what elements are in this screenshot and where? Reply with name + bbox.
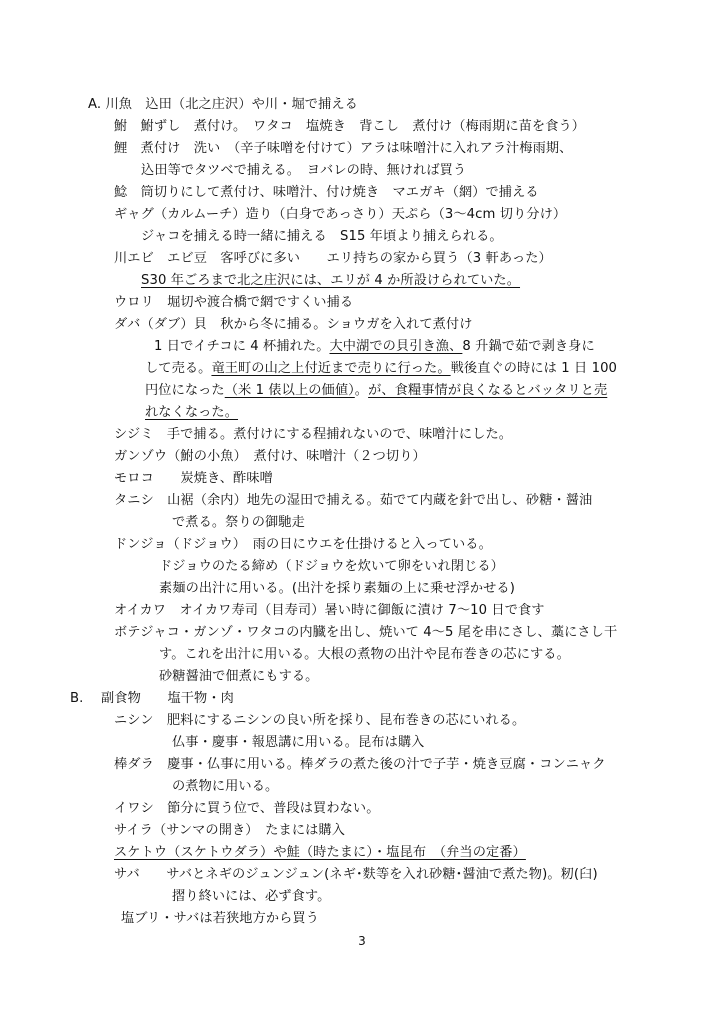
underlined-line: S30 年ごろまで北之庄沢には、エリが 4 か所設けられていた。 bbox=[141, 273, 521, 288]
text-line: タニシ 山裾（余内）地先の湿田で捕える。茹でて内蔵を針で出し、砂糖・醤油 bbox=[114, 493, 593, 508]
text-line: ニシン 肥料にするニシンの良い所を採り、昆布巻きの芯にいれる。 bbox=[114, 713, 526, 728]
page-number: 3 bbox=[358, 934, 366, 948]
text-line bbox=[145, 358, 617, 380]
section-b-heading: B. 副食物 塩干物・肉 bbox=[70, 691, 234, 706]
text-line: ガンゾウ（鮒の小魚） 煮付け、味噌汁（２つ切り） bbox=[114, 449, 426, 464]
text-line: 素麺の出汁に用いる。(出汁を採り素麺の上に乗せ浮かせる) bbox=[159, 581, 515, 596]
text-line: シジミ 手で捕る。煮付けにする程捕れないので、味噌汁にした。 bbox=[114, 427, 513, 442]
text-line: 塩ブリ・サバは若狭地方から買う bbox=[121, 911, 319, 926]
text-line: ドジョウのたる締め（ドジョウを炊いて卵をいれ閉じる） bbox=[159, 559, 504, 574]
text-line: 棒ダラ 慶事・仏事に用いる。棒ダラの煮た後の汁で子芋・焼き豆腐・コンニャク bbox=[114, 757, 606, 772]
underlined-span: （米 1 俵以上の価値） bbox=[224, 383, 355, 398]
text-line: 摺り終いには、必ず食す。 bbox=[172, 889, 331, 904]
text-line: ギャグ（カルムーチ）造り（白身であっさり）天ぷら（3〜4cm 切り分け） bbox=[114, 207, 567, 222]
underlined-line: れなくなった。 bbox=[145, 405, 239, 420]
text-line: 鮒 鮒ずし 煮付け。 ワタコ 塩焼き 背こし 煮付け（梅雨期に苗を食う） bbox=[114, 119, 586, 134]
text-span: 8 升鍋で茹で剥き身に bbox=[462, 339, 595, 354]
text-line: ボテジャコ・ガンゾ・ワタコの内臓を出し、焼いて 4〜5 尾を串にさし、藁にさし干 bbox=[114, 625, 618, 640]
text-line: ジャコを捕える時一緒に捕える S15 年頃より捕えられる。 bbox=[141, 229, 503, 244]
text-line: ドンジョ（ドジョウ） 雨の日にウエを仕掛けると入っている。 bbox=[114, 537, 492, 552]
text-line: イワシ 節分に買う位で、普段は買わない。 bbox=[114, 801, 380, 816]
text-line: ウロリ 堀切や渡合橋で網ですくい捕る bbox=[114, 295, 354, 310]
text-span: 。 bbox=[354, 383, 369, 398]
text-span: して売る。 bbox=[145, 361, 212, 376]
section-a-heading: A. 川魚 込田（北之庄沢）や川・堀で捕える bbox=[88, 97, 358, 112]
text-line: ダバ（ダブ）貝 秋から冬に捕る。ショウガを入れて煮付け bbox=[114, 317, 473, 332]
text-line bbox=[154, 336, 595, 358]
text-line: サバ サバとネギのジュンジュン(ネギ･麩等を入れ砂糖･醤油で煮た物)。籾(臼) bbox=[114, 867, 598, 882]
text-line: サイラ（サンマの開き） たまには購入 bbox=[114, 823, 345, 838]
text-line: オイカワ オイカワ寿司（目寿司）暑い時に御飯に漬け 7〜10 日で食す bbox=[114, 603, 545, 618]
text-line: モロコ 炭焼き、酢味噌 bbox=[114, 471, 273, 486]
underlined-line: スケトウ（スケトウダラ）や鮭（時たまに）・塩昆布 （弁当の定番） bbox=[114, 845, 526, 860]
text-line: 仏事・慶事・報恩講に用いる。昆布は購入 bbox=[172, 735, 425, 750]
underlined-span: が、食糧事情が良くなるとバッタリと売 bbox=[368, 383, 608, 398]
text-span: 1 日でイチコに 4 杯捕れた。 bbox=[154, 339, 330, 354]
text-line: の煮物に用いる。 bbox=[172, 779, 279, 794]
text-span: 戦後直ぐの時には 1 日 100 bbox=[450, 361, 618, 376]
text-line: で煮る。祭りの御馳走 bbox=[172, 515, 305, 530]
text-line: 鯉 煮付け 洗い （辛子味噌を付けて）アラは味噌汁に入れアラ汁梅雨期、 bbox=[114, 141, 573, 156]
text-line: 鯰 筒切りにして煮付け、味噌汁、付け焼き マエガキ（網）で捕える bbox=[114, 185, 539, 200]
text-line bbox=[145, 380, 607, 402]
text-line: 込田等でタツベで捕える。 ヨバレの時、無ければ買う bbox=[141, 163, 467, 178]
underlined-span: 竜王町の山之上付近まで売りに行った。 bbox=[211, 361, 451, 376]
underlined-span: 大中湖での貝引き漁、 bbox=[329, 339, 463, 354]
text-line: す。これを出汁に用いる。大根の煮物の出汁や昆布巻きの芯にする。 bbox=[159, 647, 570, 662]
text-line: 砂糖醤油で佃煮にもする。 bbox=[159, 669, 319, 684]
text-line: 川エビ エビ豆 客呼びに多い エリ持ちの家から買う（3 軒あった） bbox=[114, 251, 552, 266]
text-span: 円位になった bbox=[145, 383, 225, 398]
